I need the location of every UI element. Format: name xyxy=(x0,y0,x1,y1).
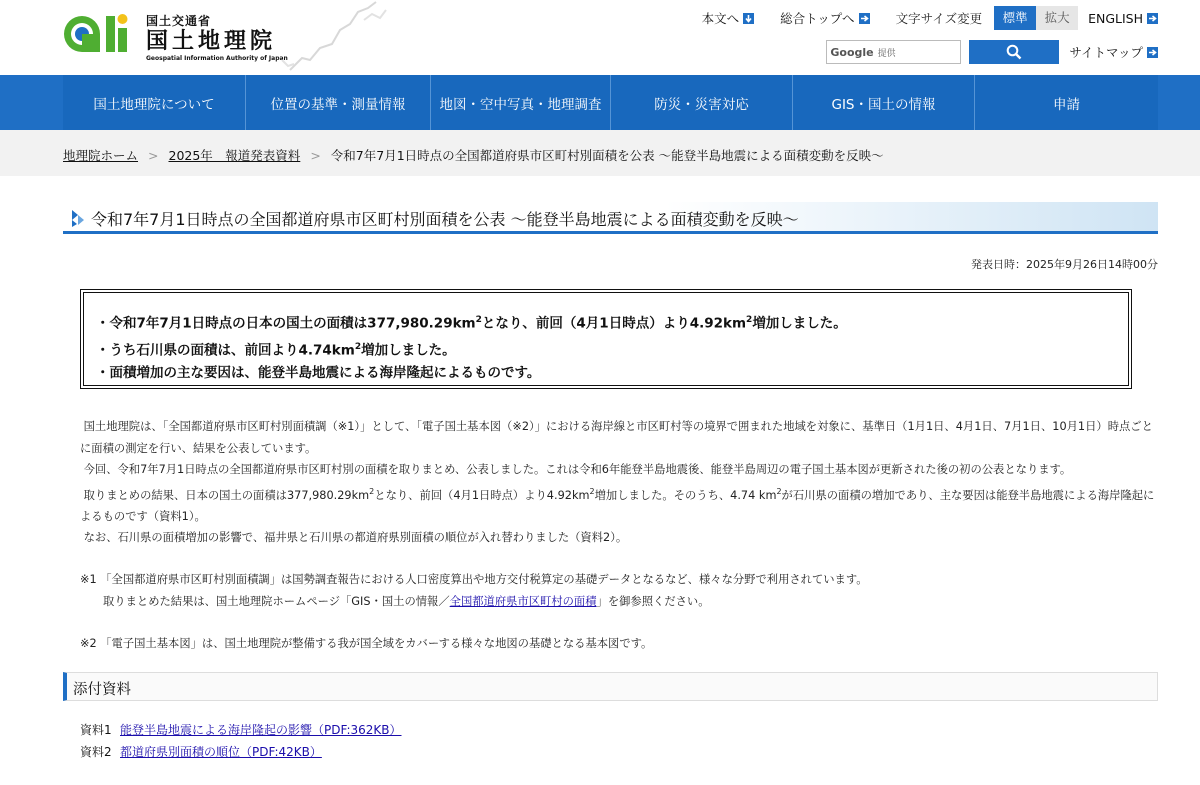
search-icon xyxy=(1006,44,1022,60)
gsi-logo[interactable] xyxy=(62,10,292,62)
site-header xyxy=(0,0,1200,75)
attachment-1-link[interactable]: 能登半島地震による海岸隆起の影響（PDF:362KB） xyxy=(120,723,402,737)
sitemap-link[interactable] xyxy=(1069,43,1158,61)
footnote-2: ※2 「電子国土基本図」は、国土地理院が整備する我が国全域をカバーする様々な地図の基礎となる基本図です。 xyxy=(80,637,653,650)
nav-about[interactable]: 国土地理院について xyxy=(63,75,246,130)
org-name: 国土地理院 xyxy=(146,29,277,54)
attachments-heading-bar xyxy=(63,672,1158,701)
attachment-label: 資料2 xyxy=(80,745,112,759)
attachments-heading: 添付資料 xyxy=(73,682,131,698)
search-button[interactable] xyxy=(969,40,1059,64)
posted-date: 発表日時：2025年9月26日14時00分 xyxy=(971,258,1158,271)
page-title-bar xyxy=(63,202,1158,234)
breadcrumb-current: 令和7年7月1日時点の全国都道府県市区町村別面積を公表 〜能登半島地震による面積変動を反映〜 xyxy=(330,148,884,163)
arrow-down-icon xyxy=(743,13,754,24)
font-size-label: 文字サイズ変更 xyxy=(895,11,983,26)
double-chevron-icon xyxy=(71,208,85,228)
body-paragraph-1: 国土地理院は、「全国都道府県市区町村別面積調（※1）」として、「電子国土基本図（※2）」における海岸線と市区町村等の境界で囲まれた地域を対象に、基準日（1月1日、4月1日、7月1日、10月1日）時点ごとに面積の測定を行い、結果を公表しています。 xyxy=(80,420,1153,455)
skip-to-body-link[interactable] xyxy=(702,9,755,27)
chevron-right-icon: > xyxy=(310,147,321,163)
breadcrumb-home-link[interactable]: 地理院ホーム xyxy=(63,148,139,163)
summary-line-3: ・面積増加の主な要因は、能登半島地震による海岸隆起によるものです。 xyxy=(96,365,541,381)
footnote-1 xyxy=(80,569,868,613)
nav-application[interactable]: 申請 xyxy=(1053,96,1080,113)
breadcrumb-section-link[interactable]: 2025年 報道発表資料 xyxy=(168,148,301,163)
google-brand-label: Google xyxy=(830,45,874,59)
english-label: ENGLISH xyxy=(1088,10,1143,26)
arrow-right-icon xyxy=(859,13,870,24)
breadcrumb xyxy=(0,130,1200,176)
arrow-right-icon xyxy=(1147,47,1158,58)
nav-gis[interactable]: GIS・国土の情報 xyxy=(793,75,975,130)
skip-to-body-label: 本文へ xyxy=(701,11,740,26)
english-link[interactable] xyxy=(1088,11,1158,26)
article-body xyxy=(80,416,1158,549)
footnote-1-text: ※1 「全国都道府県市区町村別面積調」は国勢調査報告における人口密度算出や地方交付税算定の基礎データとなるなど、様々な分野で利用されています。 xyxy=(80,573,868,586)
attachment-label: 資料1 xyxy=(80,723,112,737)
sitemap-label: サイトマップ xyxy=(1069,45,1143,60)
summary-line-1: ・令和7年7月1日時点の日本の国土の面積は$377,980.29km^2$となり、前回（4月1日時点）より$4.92km^2$増加しました。 xyxy=(96,315,847,332)
top-links xyxy=(676,6,1158,30)
search-provided-label: 提供 xyxy=(877,48,896,59)
portal-top-link[interactable] xyxy=(780,9,869,27)
body-paragraph-2: 今回、令和7年7月1日時点の全国都道府県市区町村別の面積を取りまとめ、公表しました。これは令和6年能登半島地震後、能登半島周辺の電子国土基本図が更新された後の初の公表となります。 xyxy=(83,463,1072,476)
attachment-item xyxy=(80,741,402,763)
font-size-standard-button[interactable]: 標準 xyxy=(994,6,1036,30)
org-english-name: Geospatial Information Authority of Japan xyxy=(146,55,288,62)
attachments-list xyxy=(80,719,402,763)
body-paragraph-4: なお、石川県の面積増加の影響で、福井県と石川県の都道府県別面積の順位が入れ替わりました（資料2）。 xyxy=(83,531,628,545)
body-paragraph-3: 取りまとめの結果、日本の国土の面積は$377,980.29km^2$となり、前回（4月1日時点）より$4.92km^2$増加しました。そのうち、4.74 $km^2$が石川県の面積の増加であり、主な要因は能登半島地震による海岸隆起によるものです（資料1）。 xyxy=(80,486,1155,523)
attachment-item xyxy=(80,719,402,741)
portal-top-label: 総合トップへ xyxy=(780,11,855,26)
footnote-1-reference: 取りまとめた結果は、国土地理院ホームページ「GIS・国土の情報／全国都道府県市区町村の面積」を御参照ください。 xyxy=(103,595,710,608)
page-title: 令和7年7月1日時点の全国都道府県市区町村別面積を公表 〜能登半島地震による面積変動を反映〜 xyxy=(91,210,799,229)
ministry-name: 国土交通省 xyxy=(146,14,212,28)
search-row xyxy=(826,40,1158,64)
summary-line-2: ・うち石川県の面積は、前回より$4.74km^2$増加しました。 xyxy=(96,341,456,358)
gsi-logo-mark-icon xyxy=(62,10,132,60)
nav-positioning-survey[interactable]: 位置の基準・測量情報 xyxy=(246,75,431,130)
arrow-right-icon xyxy=(1147,13,1158,24)
global-nav xyxy=(0,75,1200,130)
font-size-large-button[interactable]: 拡大 xyxy=(1036,6,1078,30)
search-input[interactable] xyxy=(826,40,961,64)
nav-disaster[interactable]: 防災・災害対応 xyxy=(611,75,793,130)
nav-maps-photos[interactable]: 地図・空中写真・地理調査 xyxy=(431,75,611,130)
area-statistics-link[interactable]: 全国都道府県市区町村の面積 xyxy=(449,595,597,608)
chevron-right-icon: > xyxy=(148,147,159,163)
attachment-2-link[interactable]: 都道府県別面積の順位（PDF:42KB） xyxy=(120,745,322,759)
summary-box xyxy=(80,289,1132,389)
japan-map-decoration-icon xyxy=(280,0,390,72)
